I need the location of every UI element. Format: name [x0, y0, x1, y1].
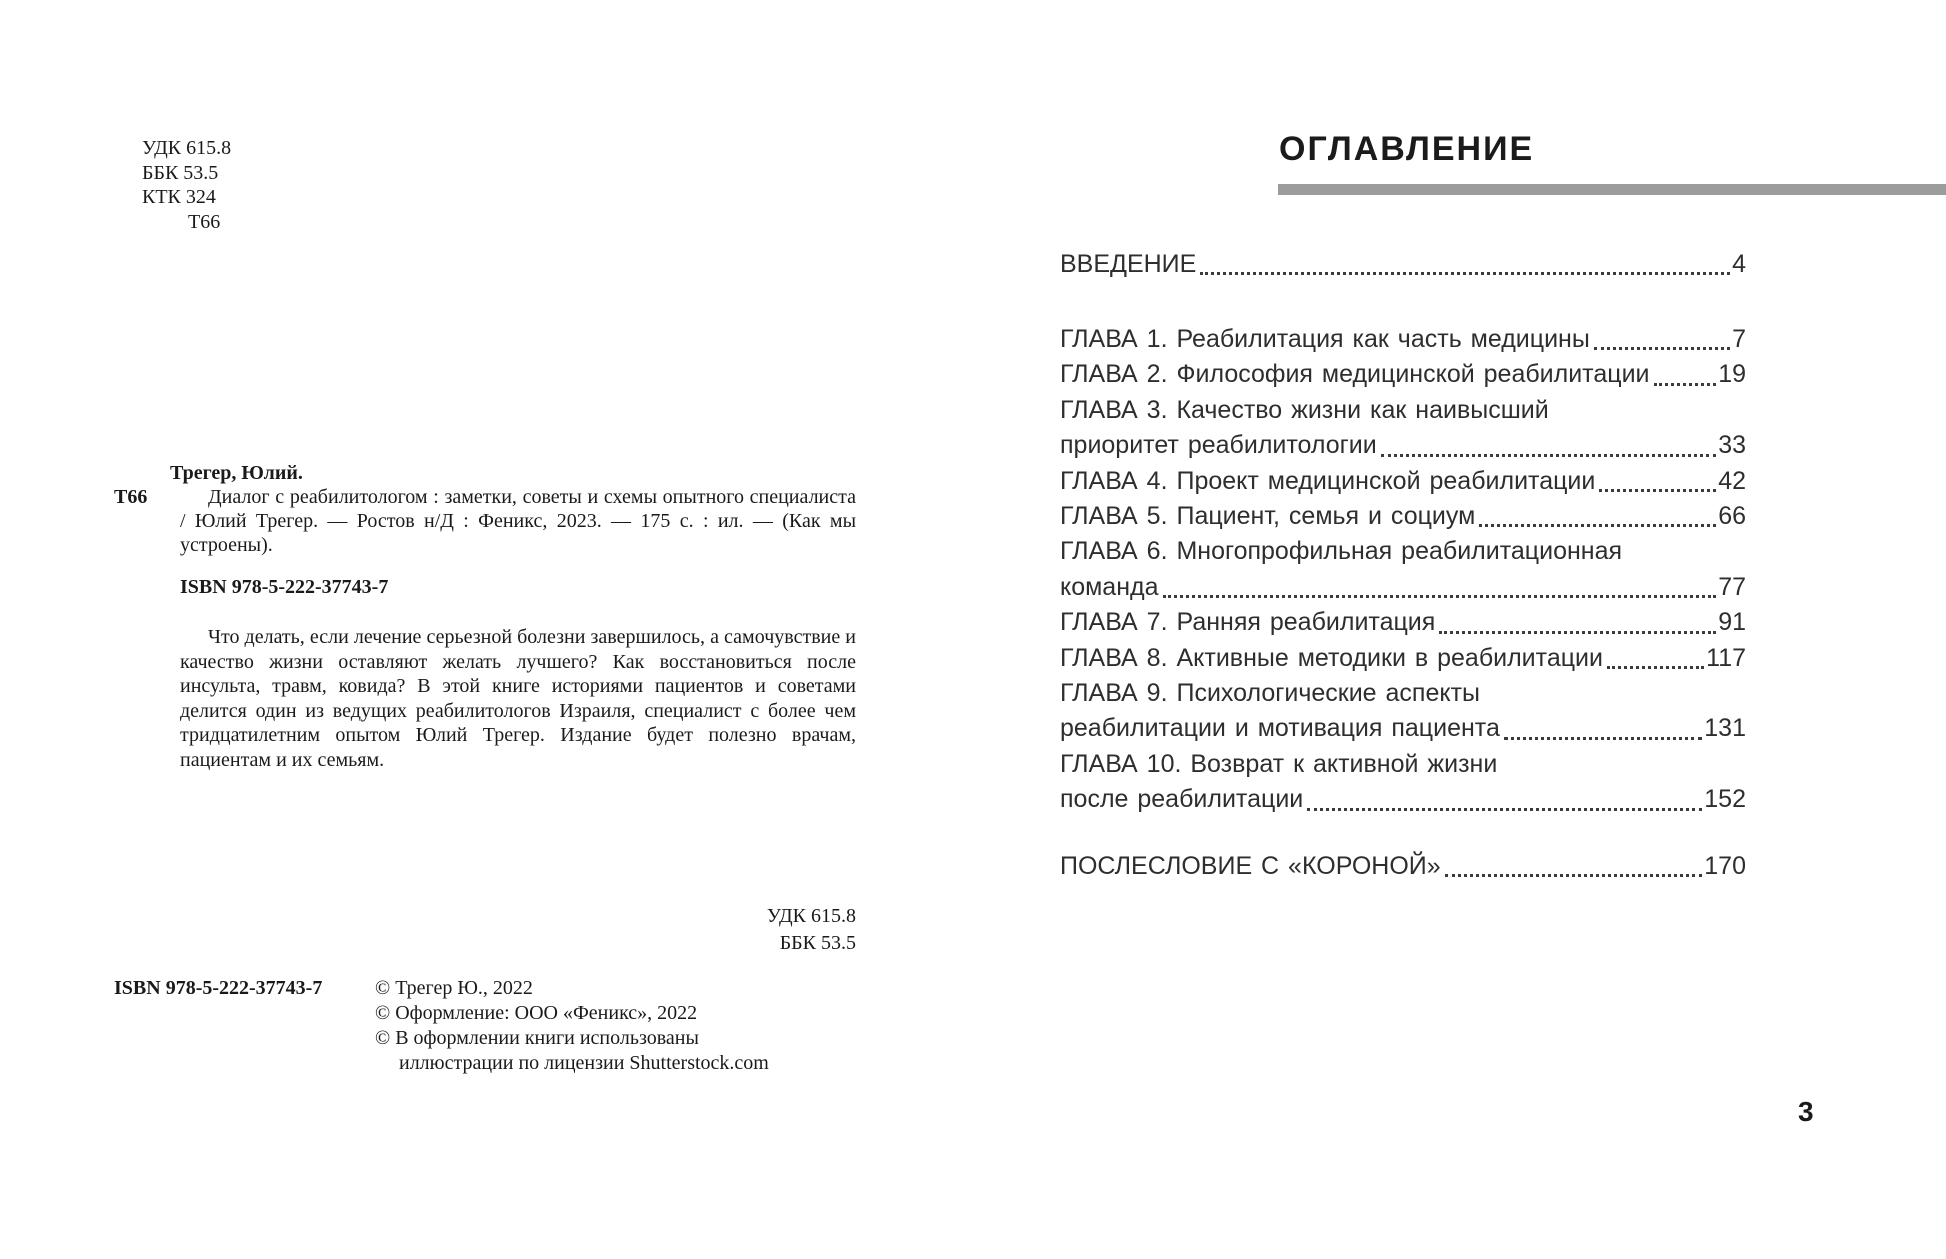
copyright-line: © Трегер Ю., 2022 — [375, 977, 533, 999]
catalog-entry — [114, 485, 856, 557]
dotted-leader — [1200, 272, 1730, 275]
toc-page-number: 152 — [1704, 785, 1746, 814]
toc-chapter-entry — [1060, 605, 1746, 640]
toc-page-number: 33 — [1718, 431, 1746, 460]
catalog-entry-code: Т66 — [114, 486, 148, 508]
udk-code: УДК 615.8 — [142, 137, 232, 159]
toc-page-number: 131 — [1704, 714, 1746, 743]
copyright-line: иллюстрации по лицензии Shutterstock.com — [399, 1052, 769, 1074]
dotted-leader — [1381, 454, 1716, 457]
ktk-code: КТК 324 — [142, 186, 216, 208]
classification-codes-top — [142, 136, 231, 234]
toc-entry-label: ГЛАВА 7. Ранняя реабилитация — [1060, 608, 1436, 637]
copyright-block — [375, 976, 769, 1076]
toc-entry-label: реабилитации и мотивация пациента — [1060, 714, 1500, 743]
toc-chapter-entry — [1060, 641, 1746, 676]
toc-page-number: 77 — [1718, 572, 1746, 601]
toc-entry-label: ГЛАВА 10. Возврат к активной жизни — [1060, 749, 1498, 778]
isbn-top: ISBN 978-5-222-37743-7 — [180, 576, 389, 598]
toc-page-number: 42 — [1718, 466, 1746, 495]
toc-page-number: 7 — [1732, 325, 1746, 353]
bbk-code-bottom: ББК 53.5 — [779, 932, 856, 954]
toc-page-number: 91 — [1718, 608, 1746, 637]
bbk-code: ББК 53.5 — [142, 161, 219, 184]
toc-chapter-entry — [1060, 393, 1746, 464]
toc-page-number: 66 — [1718, 502, 1746, 531]
toc-entry-label: ГЛАВА 5. Пациент, семья и социум — [1060, 502, 1476, 531]
toc-entry-label: ГЛАВА 4. Проект медицинской реабилитации — [1060, 466, 1596, 495]
toc-chapter-entry — [1060, 676, 1746, 747]
toc-entry-label: ГЛАВА 3. Качество жизни как наивысший — [1060, 395, 1549, 424]
toc-entry-label: ГЛАВА 1. Реабилитация как часть медицины — [1060, 325, 1590, 353]
page-number: 3 — [1798, 1096, 1814, 1127]
title-underline-rule — [1278, 184, 1946, 195]
imprint-bottom-row — [114, 976, 856, 1074]
toc-page-number: 117 — [1706, 643, 1746, 672]
toc-chapter-entry — [1060, 499, 1746, 534]
dotted-leader — [1479, 524, 1716, 527]
dotted-leader — [1594, 347, 1730, 350]
dotted-leader — [1599, 489, 1716, 492]
toc-chapter-entry — [1060, 534, 1746, 605]
toc-entry-label: команда — [1060, 572, 1159, 601]
toc-page-number: 4 — [1732, 250, 1746, 278]
toc-chapter-entry — [1060, 322, 1746, 357]
toc-entry-label: ГЛАВА 2. Философия медицинской реабилитации — [1060, 360, 1650, 389]
toc-chapter-entry — [1060, 464, 1746, 499]
toc-entry-label: ВВЕДЕНИЕ — [1060, 250, 1197, 278]
toc-entry-label: ГЛАВА 9. Психологические аспекты — [1060, 679, 1481, 708]
toc-page-number: 170 — [1704, 852, 1746, 881]
toc-entry-label: ПОСЛЕСЛОВИЕ С «КОРОНОЙ» — [1060, 852, 1441, 881]
toc-entry-label: приоритет реабилитологии — [1060, 431, 1377, 460]
dotted-leader — [1439, 631, 1716, 634]
book-annotation: Что делать, если лечение серьезной болезни завершилось, а самочувствие и качество жизни оставляют желать лучшего? Как восстановиться после инсульта, травм, ковида? В этой книге историями пациентов и советами делится один из ведущих реабилитологов Израиля, специалист с более чем тридцатилетним опытом Юлий Трегер. Издание будет полезно врачам, пациентам и их семьям. — [180, 626, 856, 771]
dotted-leader — [1445, 874, 1703, 877]
dotted-leader — [1607, 666, 1704, 669]
copyright-line: © Оформление: ООО «Феникс», 2022 — [375, 1002, 698, 1024]
toc-title: ОГЛАВЛЕНИЕ — [1279, 130, 1535, 168]
catalog-author: Трегер, Юлий. — [170, 462, 303, 484]
toc-intro-entry — [1060, 247, 1746, 282]
copyright-line: © В оформлении книги использованы — [375, 1027, 699, 1049]
toc-chapter-entry — [1060, 357, 1746, 392]
toc-chapter-list — [1060, 322, 1746, 818]
dotted-leader — [1307, 808, 1702, 811]
classification-codes-bottom — [600, 903, 856, 957]
table-of-contents — [1060, 247, 1746, 884]
udk-code-bottom: УДК 615.8 — [766, 905, 856, 927]
catalog-card — [114, 461, 856, 599]
toc-afterword-entry — [1060, 849, 1746, 884]
toc-entry-label: после реабилитации — [1060, 785, 1304, 814]
toc-entry-label: ГЛАВА 6. Многопрофильная реабилитационная — [1060, 537, 1623, 566]
dotted-leader — [1504, 737, 1702, 740]
isbn-bottom: ISBN 978-5-222-37743-7 — [114, 977, 323, 999]
toc-entry-label: ГЛАВА 8. Активные методики в реабилитации — [1060, 643, 1603, 672]
dotted-leader — [1654, 383, 1717, 386]
dotted-leader — [1163, 595, 1717, 598]
author-sign-code: Т66 — [188, 210, 221, 233]
catalog-entry-text: Диалог с реабилитологом : заметки, советы и схемы опытного специалиста / Юлий Трегер. — Ростов н/Д : Феникс, 2023. — 175 с. : ил. — (Как мы устроены). — [180, 486, 856, 556]
toc-chapter-entry — [1060, 747, 1746, 818]
toc-page-number: 19 — [1718, 360, 1746, 389]
